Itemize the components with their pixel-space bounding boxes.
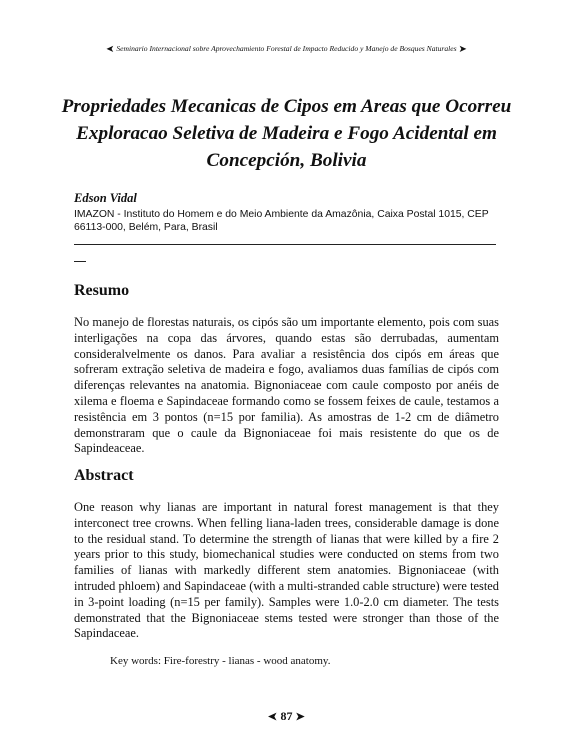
author-name: Edson Vidal xyxy=(74,191,137,205)
page-number-value: 87 xyxy=(280,709,293,723)
running-header-text: Seminario Internacional sobre Aprovechamiento Forestal de Impacto Reducido y Manejo de Bosques Naturales xyxy=(116,44,457,53)
running-header xyxy=(0,44,573,55)
keywords: Key words: Fire-forestry - lianas - wood anatomy. xyxy=(110,655,331,667)
divider-stub xyxy=(74,261,86,262)
left-arrow-icon: ➤ xyxy=(268,711,278,723)
author-affiliation: IMAZON - Instituto do Homem e do Meio Ambiente da Amazônia, Caixa Postal 1015, CEP 66113-000, Belém, Para, Brasil xyxy=(74,209,489,233)
paper-title: Propriedades Mecanicas de Cipos em Areas que Ocorreu Exploracao Seletiva de Madeira e Fogo Acidental em Concepción, Bolivia xyxy=(61,96,512,171)
right-arrow-icon: ➤ xyxy=(458,44,467,55)
right-arrow-icon: ➤ xyxy=(295,711,305,723)
abstract-text: One reason why lianas are important in natural forest management is that they interconect tree crowns. When felling liana-laden trees, considerable damage is done to the residual stand. To determine the strength of lianas that were killed by a fire 2 years prior to this study, biomechanical studies were conducted on stems from two families of lianas with markedly different stem anatomies. Bignoniaceae (with intruded phloem) and Sapindaceae (with a multi-stranded cable structure) were tested in 3-point loading (n=15 per family). Samples were 1.0-2.0 cm diameter. The tests demonstrated that the Bignoniaceae stems tested were stronger than those of the Sapindaceae. xyxy=(74,500,499,641)
left-arrow-icon: ➤ xyxy=(106,44,115,55)
divider-line xyxy=(74,244,496,245)
resumo-text: No manejo de florestas naturais, os cipós são um importante elemento, pois com suas interligações na copa das árvores, quando estas são derrubadas, aumentam consideralvelmente os danos. Para avaliar a resistência dos cipós em áreas que sofreram extração seletiva de madeira e fogo, avaliamos duas famílias de cipós com diferenças relevantes na anatomia. Bignoniaceae com caule composto por anéis de xilema e floema e Sapindaceae formando como se fossem feixes de caule, testamos a resistência em 3 pontos (n=15 por familia). As amostras de 1-2 cm de diâmetro demonstraram que o caule da Bignoniaceae foi mais resistente do que os de Sapindeaceae. xyxy=(74,315,499,456)
abstract-heading: Abstract xyxy=(74,467,134,484)
resumo-heading: Resumo xyxy=(74,282,130,299)
page-number xyxy=(0,709,573,724)
